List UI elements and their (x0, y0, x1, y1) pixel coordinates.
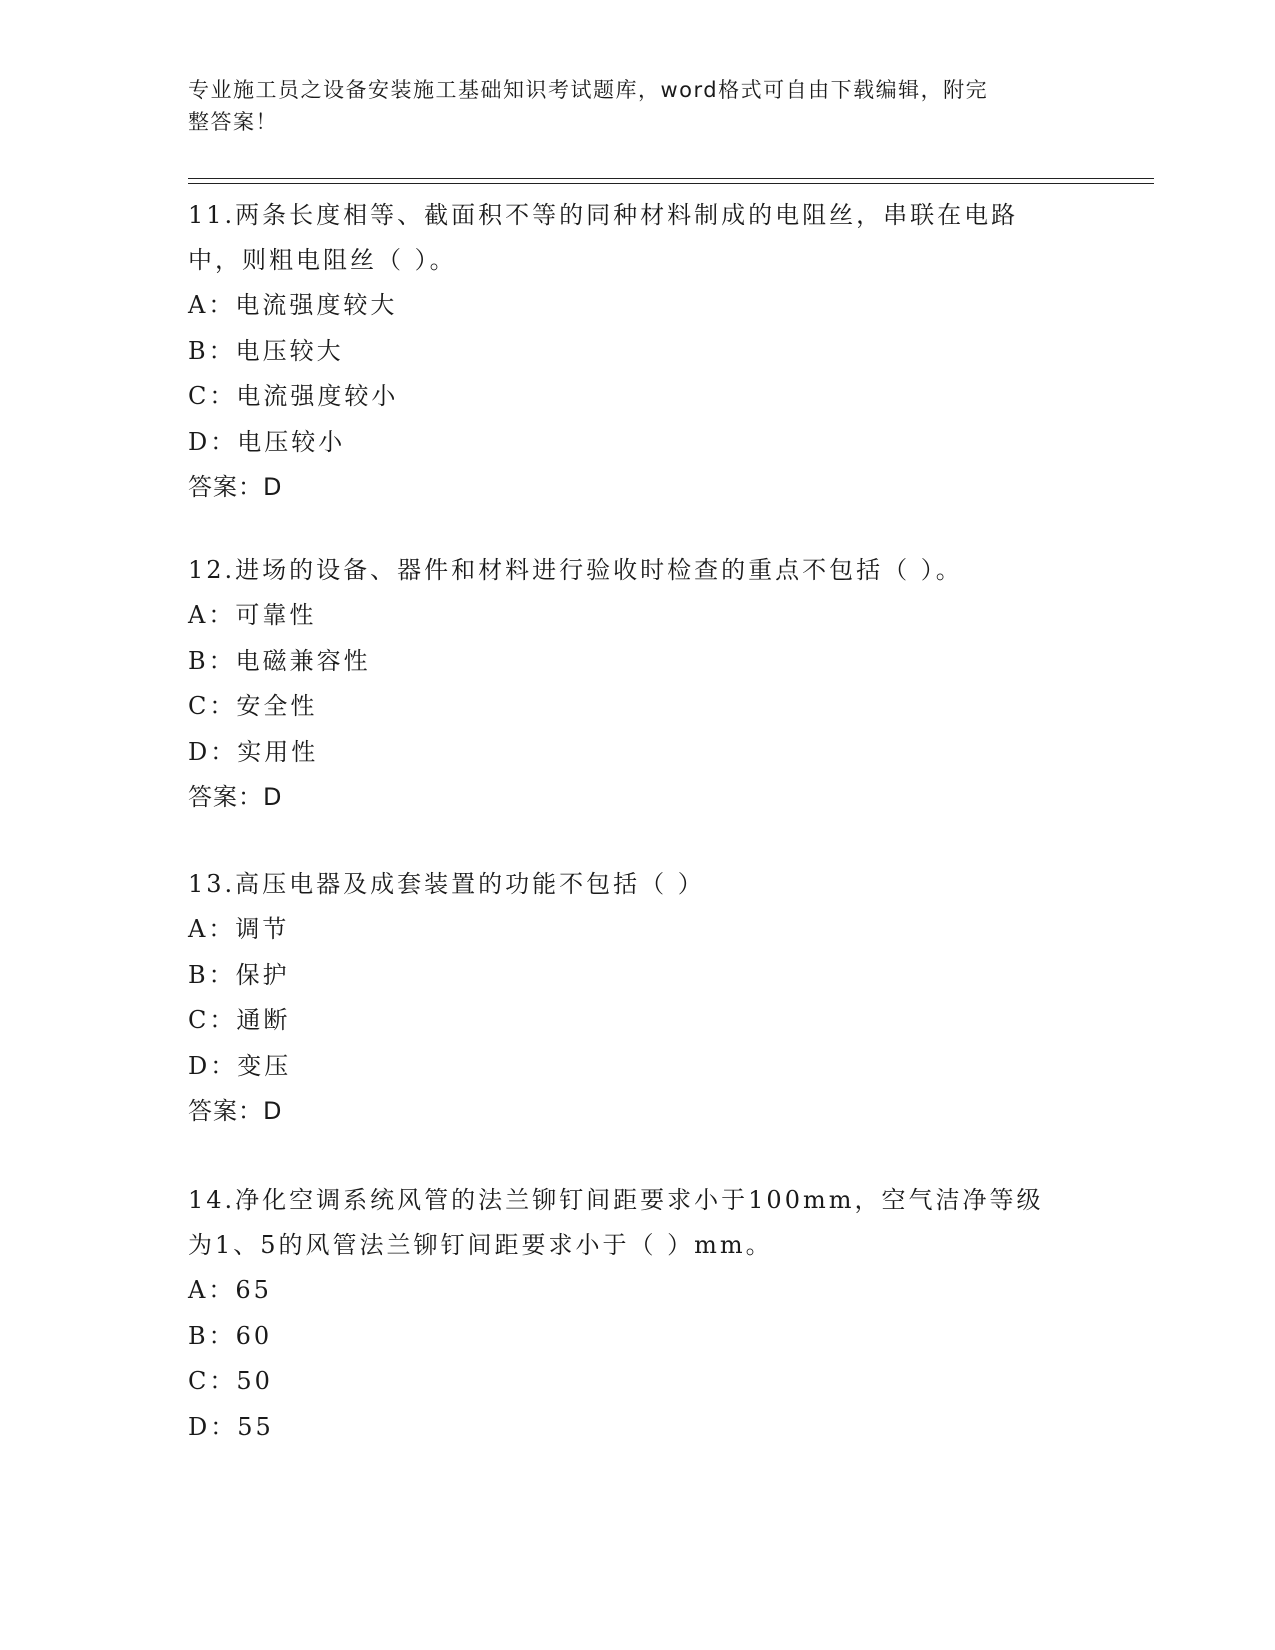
question-stem-line: 12.进场的设备、器件和材料进行验收时检查的重点不包括（ ）。 (188, 556, 963, 584)
question-stem-line: 为1、5的风管法兰铆钉间距要求小于（ ）mm。 (188, 1231, 773, 1259)
header-divider-bottom (188, 183, 1154, 184)
document-header (188, 74, 1068, 138)
question-stem-line: 11.两条长度相等、截面积不等的同种材料制成的电阻丝，串联在电路 (188, 201, 1019, 229)
option-a: A：调节 (188, 915, 290, 943)
option-c: C：通断 (188, 1006, 291, 1034)
option-c: C：安全性 (188, 692, 318, 720)
question-12 (188, 548, 1088, 820)
option-b: B：保护 (188, 960, 290, 989)
question-13 (188, 862, 1088, 1134)
option-b: B：电压较大 (188, 336, 344, 365)
header-line-2: 整答案！ (188, 110, 278, 134)
header-divider-top (188, 178, 1154, 179)
option-a: A：电流强度较大 (188, 291, 398, 319)
header-line-1: 专业施工员之设备安装施工基础知识考试题库，word格式可自由下载编辑，附完 (188, 78, 989, 102)
question-stem-line: 13.高压电器及成套装置的功能不包括（ ） (188, 870, 705, 898)
option-d: D：实用性 (188, 737, 319, 766)
option-d: D：变压 (188, 1051, 292, 1080)
option-d: D：电压较小 (188, 427, 346, 456)
option-a: A：可靠性 (188, 601, 317, 629)
question-11 (188, 193, 1088, 510)
question-14 (188, 1178, 1088, 1450)
question-stem-line: 中，则粗电阻丝（ ）。 (188, 246, 457, 274)
option-b: B：60 (188, 1321, 273, 1350)
option-a: A：65 (188, 1276, 272, 1304)
option-c: C：50 (188, 1367, 273, 1395)
answer: 答案：D (188, 473, 283, 501)
answer: 答案：D (188, 783, 283, 811)
answer: 答案：D (188, 1097, 283, 1125)
option-b: B：电磁兼容性 (188, 646, 371, 675)
option-d: D：55 (188, 1412, 274, 1441)
question-stem-line: 14.净化空调系统风管的法兰铆钉间距要求小于100mm，空气洁净等级 (188, 1186, 1044, 1214)
option-c: C：电流强度较小 (188, 382, 399, 410)
